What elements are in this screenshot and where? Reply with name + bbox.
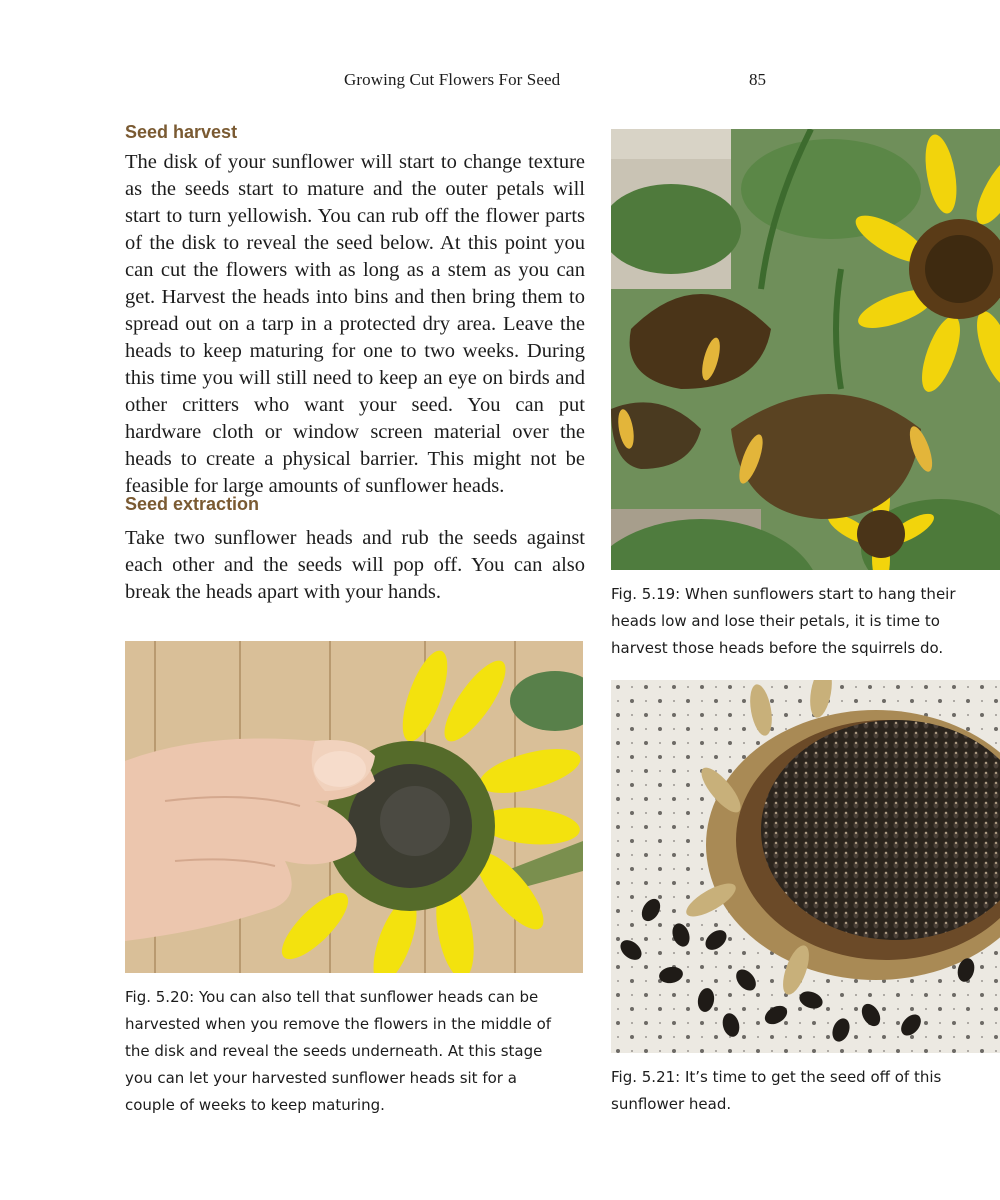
figure-5-21-photo: [611, 680, 1000, 1053]
figure-5-20-photo: [125, 641, 583, 973]
figure-5-20-caption: [125, 984, 565, 1119]
figure-5-20-label: Fig. 5.20:: [125, 988, 195, 1006]
section-heading-seed-extraction: Seed extraction: [125, 494, 260, 514]
section-body-seed-harvest: The disk of your sunflower will start to change texture as the seeds start to mature and the outer petals will start to turn yellowish. You can rub off the flower parts of the disk to reveal the seed below. At this point you can cut the flowers with as long as a stem as you can get. Harvest the heads into bins and then bring them to spread out on a tarp in a protected dry area. Leave the heads to keep maturing for one to two weeks. During this time you will still need to keep an eye on birds and other critters who want your seed. You can put hardware cloth or window screen material over the heads to create a physical barrier. This might not be feasible for large amounts of sunflower heads.: [125, 151, 585, 497]
running-head: Growing Cut Flowers For Seed: [344, 70, 561, 89]
figure-5-21-text: It’s time to get the seed off of this sunflower head.: [611, 1068, 942, 1113]
figure-5-21-label: Fig. 5.21:: [611, 1068, 681, 1086]
figure-5-20-text: You can also tell that sunflower heads can be harvested when you remove the flowers in the middle of the disk and reveal the seeds underneath. At this stage you can let your harvested sunflower heads sit for a couple of weeks to keep maturing.: [125, 988, 552, 1114]
page-number: 85: [749, 70, 766, 89]
section-body-seed-extraction: Take two sunflower heads and rub the seeds against each other and the seeds will pop off. You can also break the heads apart with your hands.: [125, 527, 585, 603]
figure-5-19-text: When sunflowers start to hang their heads low and lose their petals, it is time to harvest those heads before the squirrels do.: [611, 585, 956, 657]
figure-5-21-caption: [611, 1064, 956, 1118]
section-heading-seed-harvest: Seed harvest: [125, 122, 238, 142]
figure-5-19-photo: [611, 129, 1000, 570]
figure-5-19-caption: [611, 581, 956, 662]
figure-5-19-label: Fig. 5.19:: [611, 585, 681, 603]
